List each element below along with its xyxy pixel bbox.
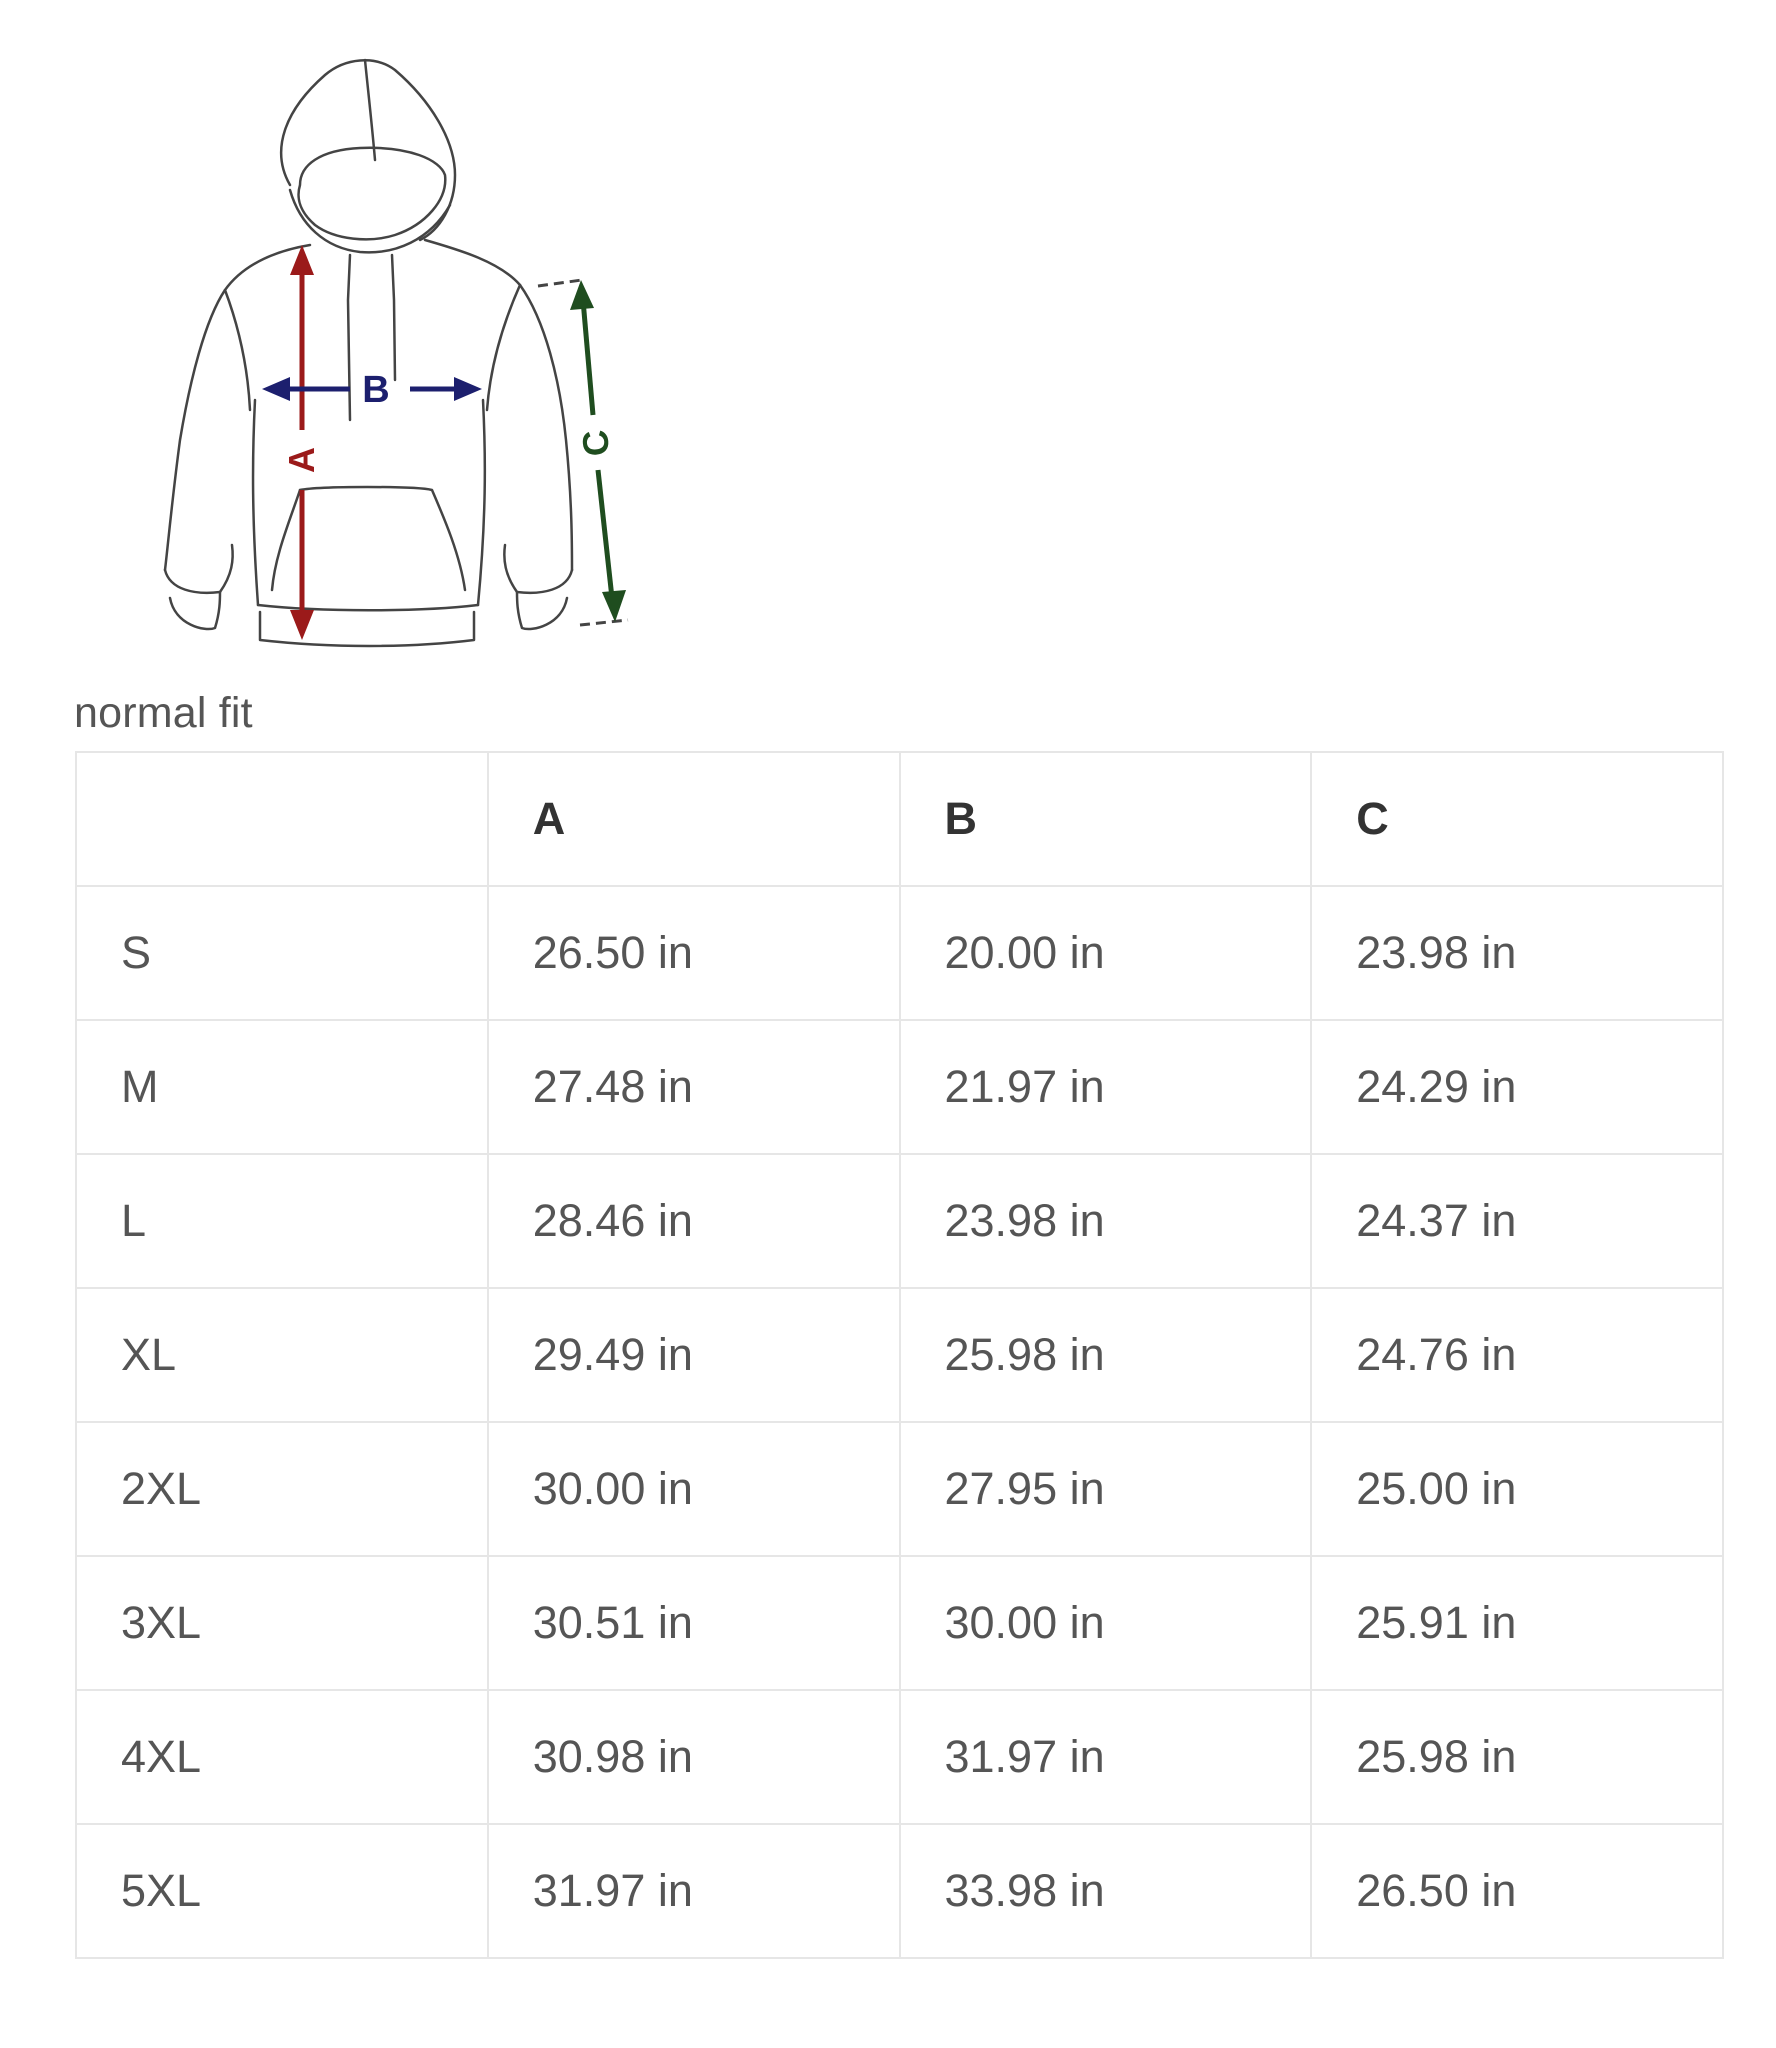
label-c: C [573, 428, 618, 458]
size-cell: L [76, 1154, 488, 1288]
measure-b-cell: 33.98 in [900, 1824, 1312, 1958]
measure-b-cell: 23.98 in [900, 1154, 1312, 1288]
size-cell: XL [76, 1288, 488, 1422]
size-cell: 3XL [76, 1556, 488, 1690]
label-b: B [362, 369, 390, 411]
measure-c-cell: 24.37 in [1311, 1154, 1723, 1288]
table-row [76, 886, 1723, 1020]
table-row [76, 1422, 1723, 1556]
table-row [76, 1288, 1723, 1422]
measure-b-cell: 20.00 in [900, 886, 1312, 1020]
measure-c-cell: 25.91 in [1311, 1556, 1723, 1690]
table-row [76, 1690, 1723, 1824]
measure-c-cell: 25.00 in [1311, 1422, 1723, 1556]
measure-c-cell: 24.76 in [1311, 1288, 1723, 1422]
measure-a-cell: 31.97 in [488, 1824, 900, 1958]
table-row [76, 1020, 1723, 1154]
header-c: C [1311, 752, 1723, 886]
measure-c-cell: 24.29 in [1311, 1020, 1723, 1154]
measure-c-cell: 25.98 in [1311, 1690, 1723, 1824]
fit-type-label: normal fit [74, 689, 253, 737]
size-cell: 2XL [76, 1422, 488, 1556]
measure-c-cell: 26.50 in [1311, 1824, 1723, 1958]
header-a: A [488, 752, 900, 886]
measure-b-cell: 31.97 in [900, 1690, 1312, 1824]
measure-a-cell: 30.51 in [488, 1556, 900, 1690]
table-row [76, 1824, 1723, 1958]
measure-a-arrow [281, 245, 322, 640]
measure-b-arrow [262, 369, 482, 411]
measure-b-cell: 27.95 in [900, 1422, 1312, 1556]
size-cell: 5XL [76, 1824, 488, 1958]
size-chart-table [75, 751, 1724, 1959]
measure-b-cell: 21.97 in [900, 1020, 1312, 1154]
measure-a-cell: 27.48 in [488, 1020, 900, 1154]
measure-a-cell: 30.00 in [488, 1422, 900, 1556]
hoodie-measurement-diagram [150, 50, 670, 660]
measure-a-cell: 29.49 in [488, 1288, 900, 1422]
measure-b-cell: 30.00 in [900, 1556, 1312, 1690]
header-size [76, 752, 488, 886]
measure-a-cell: 26.50 in [488, 886, 900, 1020]
hoodie-outline [165, 60, 572, 646]
table-row [76, 1556, 1723, 1690]
label-a: A [281, 447, 322, 473]
measure-a-cell: 30.98 in [488, 1690, 900, 1824]
measure-a-cell: 28.46 in [488, 1154, 900, 1288]
table-header-row [76, 752, 1723, 886]
hoodie-icon [150, 50, 670, 660]
table-row [76, 1154, 1723, 1288]
size-cell: S [76, 886, 488, 1020]
measure-c-arrow [538, 280, 628, 625]
size-cell: M [76, 1020, 488, 1154]
measure-c-cell: 23.98 in [1311, 886, 1723, 1020]
size-cell: 4XL [76, 1690, 488, 1824]
header-b: B [900, 752, 1312, 886]
measure-b-cell: 25.98 in [900, 1288, 1312, 1422]
